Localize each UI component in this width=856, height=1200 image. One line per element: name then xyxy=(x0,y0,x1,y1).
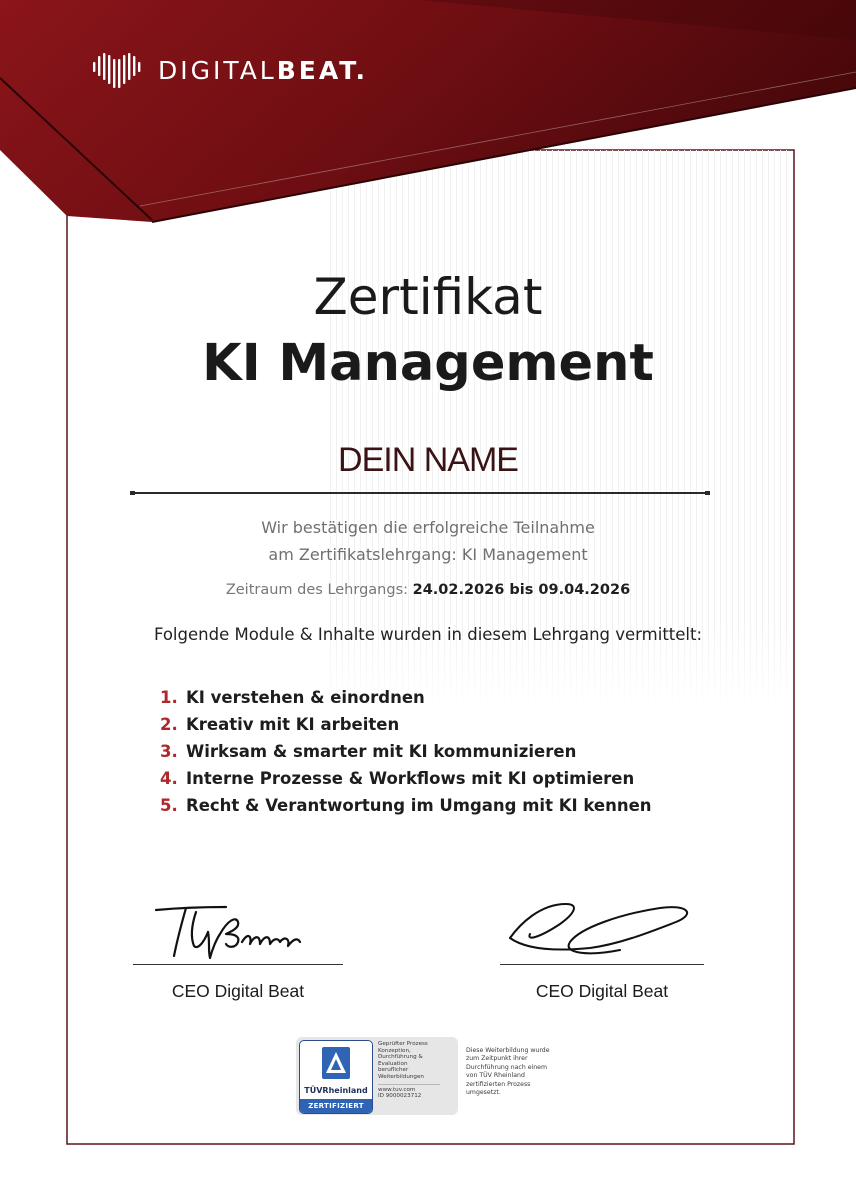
module-label: Recht & Verantwortung im Umgang mit KI kennen xyxy=(186,796,652,815)
tuv-seal xyxy=(296,1037,458,1115)
brand-wordmark: DIGITALBEAT. xyxy=(158,55,369,85)
signature-line xyxy=(500,964,704,965)
tuv-process-line: Geprüfter Prozess xyxy=(378,1041,428,1047)
signature-block-right xyxy=(500,898,704,1002)
module-item xyxy=(160,711,652,738)
period-dates: 24.02.2026 bis 09.04.2026 xyxy=(412,582,631,598)
tuv-triangle-icon xyxy=(300,1041,372,1087)
module-item xyxy=(160,684,652,711)
signature-right xyxy=(500,898,704,964)
module-label: Kreativ mit KI arbeiten xyxy=(186,715,400,734)
module-number: 3. xyxy=(160,742,178,761)
confirmation-line-1: Wir bestätigen die erfolgreiche Teilnahme xyxy=(261,518,595,537)
module-number: 5. xyxy=(160,796,178,815)
tuv-id: ID 9000023712 xyxy=(378,1093,422,1100)
module-item xyxy=(160,765,652,792)
tuv-brand: TÜVRheinland xyxy=(304,1086,368,1095)
signature-block-left xyxy=(133,898,343,1002)
module-item xyxy=(160,792,652,819)
recipient-name: DEIN NAME xyxy=(338,441,518,479)
period-label: Zeitraum des Lehrgangs: xyxy=(225,582,409,598)
module-number: 2. xyxy=(160,715,178,734)
module-label: KI verstehen & einordnen xyxy=(186,688,425,707)
tuv-note-line: von TÜV Rheinland xyxy=(466,1072,525,1080)
module-number: 4. xyxy=(160,769,178,788)
course-period xyxy=(0,579,856,601)
module-item xyxy=(160,738,652,765)
signature-caption: CEO Digital Beat xyxy=(535,981,669,1001)
soundwave-heart-icon xyxy=(92,50,144,90)
name-underline xyxy=(130,492,710,494)
tuv-process-line: Konzeption, xyxy=(378,1047,411,1054)
tuv-note-line: Diese Weiterbildung wurde xyxy=(466,1047,550,1054)
confirmation-line-2: am Zertifikatslehrgang: KI Management xyxy=(268,545,588,564)
module-number: 1. xyxy=(160,688,178,707)
signature-line xyxy=(133,964,343,965)
modules-list xyxy=(160,684,652,819)
brand-logo xyxy=(92,50,368,90)
tuv-process-line: Durchführung & xyxy=(378,1054,423,1061)
tuv-process-line: Evaluation xyxy=(378,1060,408,1067)
tuv-process-line: beruflicher xyxy=(378,1067,409,1074)
signature-caption: CEO Digital Beat xyxy=(171,981,305,1001)
certificate-subtitle: KI Management xyxy=(202,334,654,393)
module-label: Interne Prozesse & Workflows mit KI optimieren xyxy=(186,769,635,788)
tuv-certified-label: ZERTIFIZIERT xyxy=(300,1099,372,1113)
tuv-note-line: Durchführung nach einem xyxy=(466,1063,548,1071)
signature-left xyxy=(138,898,338,964)
modules-intro: Folgende Module & Inhalte wurden in diesem Lehrgang vermittelt: xyxy=(153,625,703,644)
tuv-website: www.tuv.com xyxy=(378,1086,416,1093)
tuv-note-line: zertifizierten Prozess xyxy=(466,1080,531,1088)
tuv-process-line: Weiterbildungen xyxy=(378,1073,424,1080)
tuv-badge xyxy=(299,1040,373,1114)
tuv-separator xyxy=(378,1084,440,1085)
module-label: Wirksam & smarter mit KI kommunizieren xyxy=(186,742,577,761)
tuv-process-text xyxy=(378,1041,456,1100)
tuv-note-line: umgesetzt. xyxy=(466,1089,501,1097)
tuv-note xyxy=(466,1047,570,1097)
certificate-title: Zertifikat xyxy=(313,268,543,326)
tuv-note-line: zum Zeitpunkt ihrer xyxy=(466,1055,528,1063)
